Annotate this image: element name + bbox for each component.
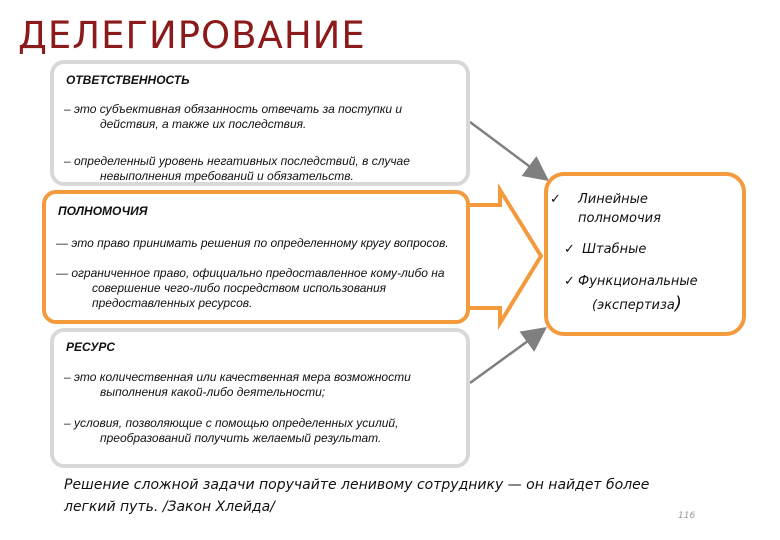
checkmark-icon: ✓ (564, 242, 575, 257)
authority-definition-2: — ограниченное право, официально предоставленное кому-либо на совершение чего-либо посредством использования предоставленных ресурсов. (56, 266, 445, 310)
resource-definition-1: – это количественная или качественная мера возможности выполнения какой-либо деятельности; (64, 370, 411, 399)
quote-text: Решение сложной задачи поручайте ленивому сотруднику — он найдет более легкий путь. /Закон Хлейда/ (64, 477, 650, 515)
resource-box (50, 328, 470, 468)
arrow-resource (470, 330, 543, 383)
authority-types-box (544, 172, 746, 336)
page-number: 116 (678, 511, 696, 521)
list-item-functional: ✓ Функциональные (564, 274, 698, 289)
resource-definition-2: – условия, позволяющие с помощью определенных усилий, преобразований получить желаемый результат. (64, 416, 399, 445)
list-item-functional-note: (экспертиза) (592, 293, 682, 314)
responsibility-heading: ОТВЕТСТВЕННОСТЬ (66, 73, 190, 87)
responsibility-box (50, 60, 470, 186)
authority-definition-1: — это право принимать решения по определенному кругу вопросов. (56, 236, 449, 250)
page-title: ДЕЛЕГИРОВАНИЕ (18, 14, 366, 57)
arrow-authority (470, 190, 541, 323)
checkmark-icon: ✓ (564, 274, 575, 289)
authority-box (42, 190, 470, 324)
responsibility-definition-2: – определенный уровень негативных последствий, в случае невыполнения требований и обязательств. (64, 154, 410, 183)
list-item-staff: ✓ Штабные (564, 242, 647, 257)
authority-heading: ПОЛНОМОЧИЯ (58, 204, 148, 218)
responsibility-definition-1: – это субъективная обязанность отвечать за поступки и действия, а также их последствия. (64, 102, 403, 131)
arrow-responsibility (470, 122, 545, 178)
resource-heading: РЕСУРС (66, 340, 116, 354)
checkmark-icon: ✓ (550, 192, 561, 207)
list-item-linear: ✓ Линейные полномочия (550, 192, 661, 226)
